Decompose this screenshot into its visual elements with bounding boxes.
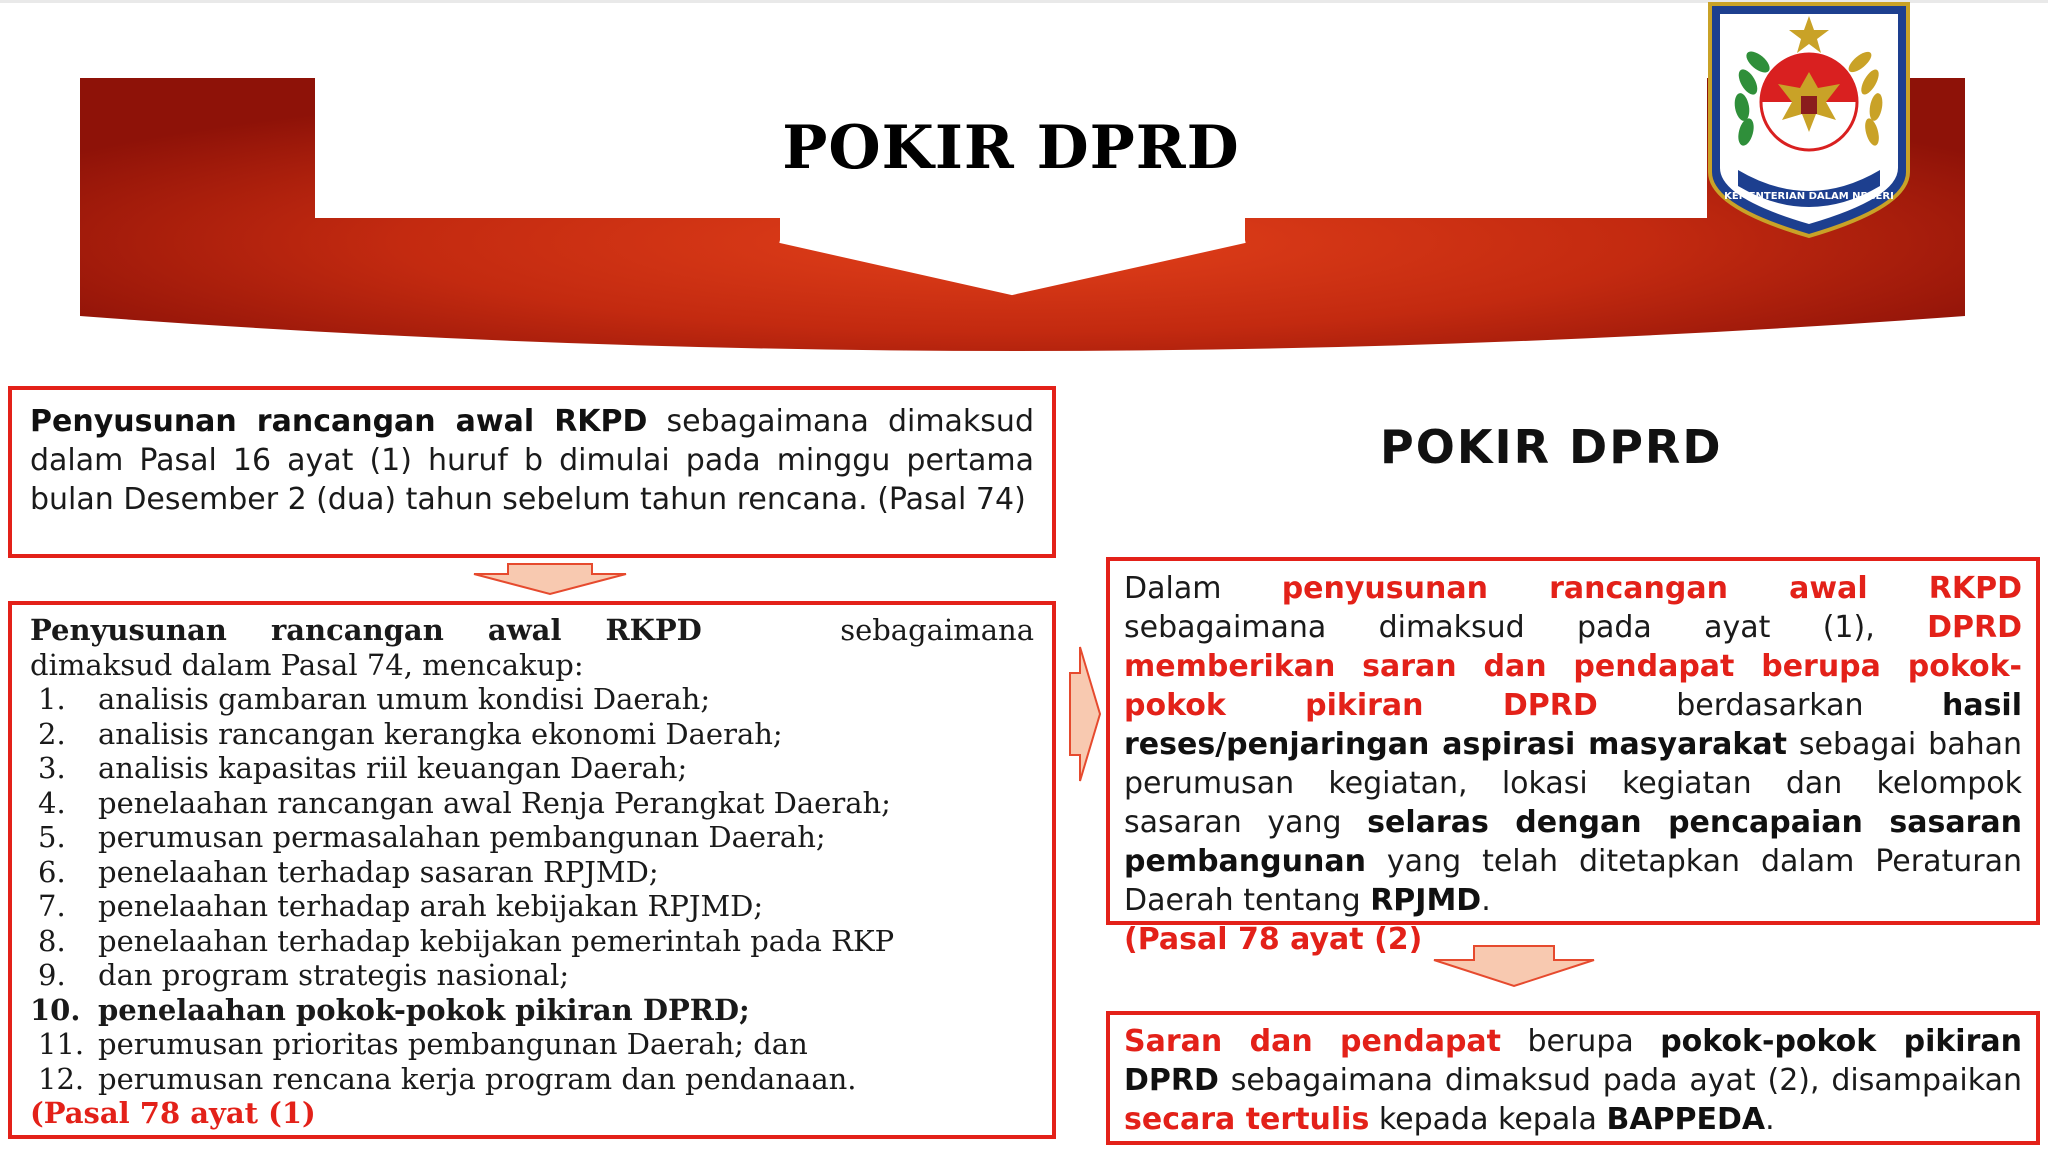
emblem-label: KEMENTERIAN DALAM NEGERI: [1724, 191, 1894, 202]
list-item: 12. perumusan rencana kerja program dan pendanaan.: [38, 1061, 857, 1096]
list-item: 4. penelaahan rancangan awal Renja Perangkat Daerah;: [38, 785, 891, 820]
box1-body: sebagaimana dimaksud dalam Pasal 16 ayat (1) huruf b dimulai pada minggu pertama bulan Desember 2 (dua) tahun sebelum tahun rencana. (Pasal 74): [30, 404, 1034, 517]
rkpd-scope-box: [8, 601, 1056, 1139]
dprd-input-box: [1106, 557, 2040, 957]
scope-intro-rest: dimaksud dalam Pasal 74, mencakup:: [30, 647, 584, 682]
list-item: 1. analisis gambaran umum kondisi Daerah;: [38, 682, 711, 716]
list-item: 2. analisis rancangan kerangka ekonomi Daerah;: [38, 716, 783, 751]
submission-text: Saran dan pendapat berupa pokok-pokok pikiran DPRD sebagaimana dimaksud pada ayat (2), disampaikan secara tertulis kepada kepala BAPPEDA.: [1124, 1024, 2022, 1137]
ministry-emblem: [1708, 2, 1910, 238]
scope-intro-word: sebagaimana: [840, 613, 1034, 647]
scope-list: [30, 682, 1034, 1096]
section-subtitle: POKIR DPRD: [1380, 420, 1723, 474]
scope-intro-bold: Penyusunan rancangan awal RKPD: [30, 613, 702, 647]
dprd-input-reference: (Pasal 78 ayat (2): [1124, 922, 1423, 957]
garuda-emblem-icon: [1708, 2, 1910, 238]
scope-intro: [30, 613, 1034, 682]
arrow-down-icon: [470, 562, 630, 596]
rkpd-schedule-box: [8, 386, 1056, 558]
list-item: 11. perumusan prioritas pembangunan Daerah; dan: [38, 1027, 808, 1061]
list-item: 3. analisis kapasitas riil keuangan Daerah;: [38, 751, 688, 785]
list-item: 8. penelaahan terhadap kebijakan pemerintah pada RKP: [38, 923, 895, 958]
dprd-input-text: Dalam penyusunan rancangan awal RKPD sebagaimana dimaksud pada ayat (1), DPRD memberikan saran dan pendapat berupa pokok-pokok pikiran DPRD berdasarkan hasil reses/penjaringan aspirasi masyarakat sebagai bahan perumusan kegiatan, lokasi kegiatan dan kelompok sasaran yang selaras dengan pencapaian sasaran pembangunan yang telah ditetapkan dalam Peraturan Daerah tentang RPJMD. (Pasal 78 ayat (2): [1124, 571, 2022, 957]
box1-lead: Penyusunan rancangan awal RKPD: [30, 404, 648, 439]
list-item: 6. penelaahan terhadap sasaran RPJMD;: [38, 854, 659, 889]
list-item: 7. penelaahan terhadap arah kebijakan RPJMD;: [38, 889, 764, 923]
arrow-right-icon: [1068, 645, 1102, 783]
list-item-pokir: 10. penelaahan pokok-pokok pikiran DPRD;: [30, 992, 750, 1027]
page-title: POKIR DPRD: [782, 113, 1240, 183]
arrow-down-icon-2: [1430, 944, 1598, 988]
scope-reference: (Pasal 78 ayat (1): [30, 1096, 316, 1130]
title-box: [315, 78, 1707, 218]
submission-box: [1106, 1011, 2040, 1145]
list-item: 5. perumusan permasalahan pembangunan Daerah;: [38, 820, 826, 854]
list-item: 9. dan program strategis nasional;: [38, 958, 570, 992]
rkpd-schedule-text: [30, 402, 1034, 519]
